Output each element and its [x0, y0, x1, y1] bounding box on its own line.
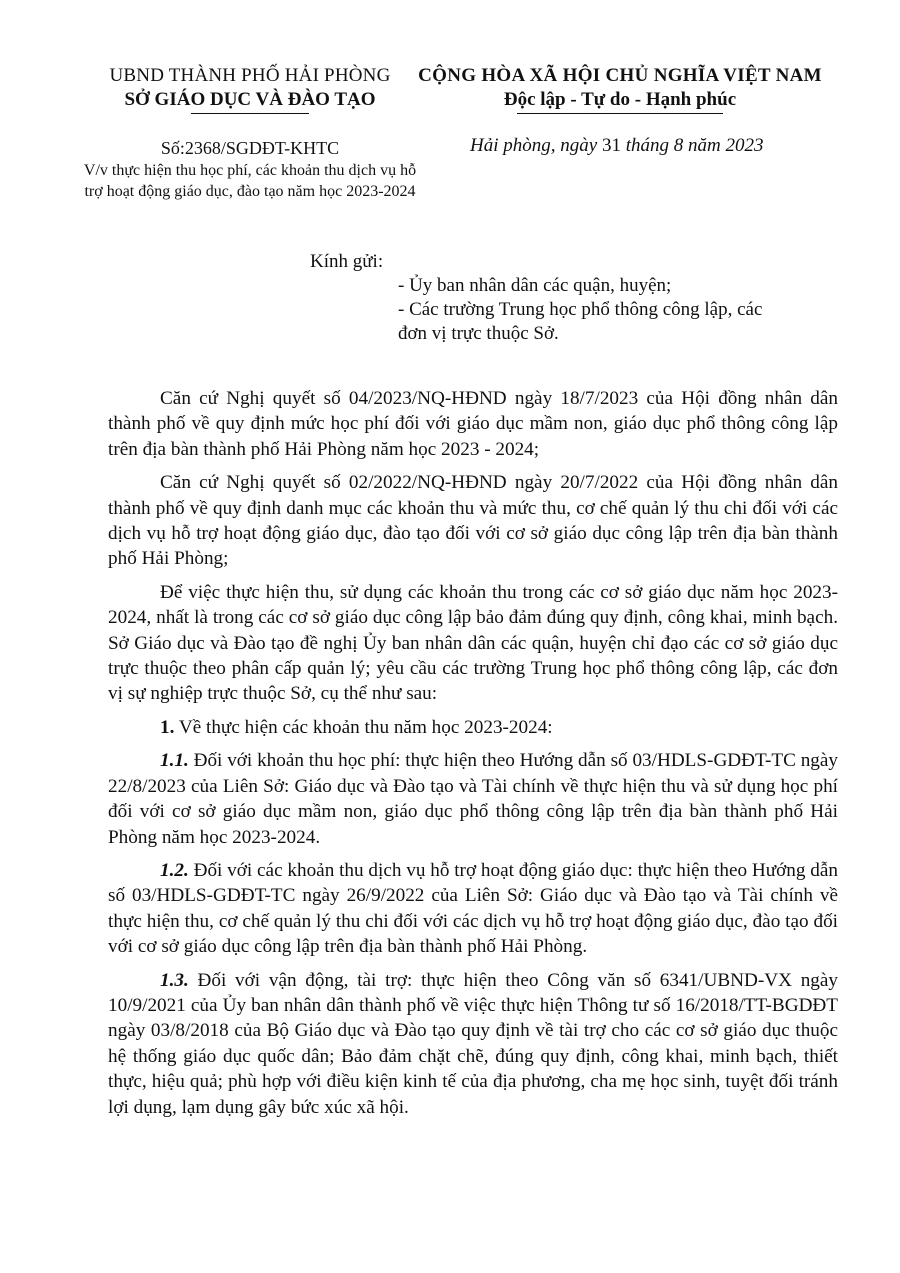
date-suffix: năm 2023	[683, 135, 764, 156]
paragraph-basis-2: Căn cứ Nghị quyết số 02/2022/NQ-HĐND ngày 20/7/2022 của Hội đồng nhân dân thành phố về quy định danh mục các khoản thu và mức thu, cơ chế quản lý thu chi đối với các dịch vụ hỗ trợ hoạt động giáo dục, đào tạo đối với cơ sở giáo dục công lập trên địa bàn thành phố Hải Phòng;	[108, 472, 838, 570]
section-1-2-number: 1.2.	[160, 859, 189, 881]
recipients-list	[398, 274, 778, 346]
document-body	[108, 386, 838, 1128]
agency-name: UBND THÀNH PHỐ HẢI PHÒNG	[109, 65, 391, 86]
recipient-item: - Ủy ban nhân dân các quận, huyện;	[398, 275, 672, 296]
section-1-3-text: Đối với vận động, tài trợ: thực hiện theo Công văn số 6341/UBND-VX ngày 10/9/2021 của Ủy ban nhân dân thành phố về việc thực hiện Thông tư số 16/2018/TT-BGDĐT ngày 03/8/2018 của Bộ Giáo dục và Đào tạo quy định về tài trợ cho các cơ sở giáo dục thuộc hệ thống giáo dục quốc dân; Bảo đảm chặt chẽ, đúng quy định, công khai, minh bạch, thiết thực, hiệu quả; phù hợp với điều kiện kinh tế của địa phương, cha mẹ học sinh, tuyệt đối tránh lợi dụng, lạm dụng gây bức xúc xã hội.	[108, 969, 838, 1118]
date-day: 31	[601, 135, 621, 156]
section-1-1-text: Đối với khoản thu học phí: thực hiện theo Hướng dẫn số 03/HDLS-GDĐT-TC ngày 22/8/2023 của Liên Sở: Giáo dục và Đào tạo và Tài chính về thực hiện thu và sử dụng học phí đối với cơ sở giáo dục mầm non, giáo dục phổ thông công lập trên địa bàn thành phố Hải Phòng năm học 2023-2024.	[108, 750, 838, 848]
department-underline	[191, 113, 309, 114]
recipient-item: - Các trường Trung học phổ thông công lập, các đơn vị trực thuộc Sở.	[398, 299, 763, 344]
motto-underline	[517, 113, 723, 114]
section-1	[108, 715, 838, 740]
issuer-header	[80, 64, 420, 114]
place-date	[470, 134, 870, 158]
paragraph-purpose: Để việc thực hiện thu, sử dụng các khoản thu trong các cơ sở giáo dục năm học 2023-2024, nhất là trong các cơ sở giáo dục công lập bảo đảm đúng quy định, công khai, minh bạch. Sở Giáo dục và Đào tạo đề nghị Ủy ban nhân dân các quận, huyện chỉ đạo các cơ sở giáo dục trực thuộc theo phân cấp quản lý; yêu cầu các trường Trung học phổ thông công lập, các đơn vị sự nghiệp trực thuộc Sở, cụ thể như sau:	[108, 581, 838, 705]
section-1-3	[108, 968, 838, 1120]
recipients-label: Kính gửi:	[310, 251, 384, 272]
paragraph-basis-1: Căn cứ Nghị quyết số 04/2023/NQ-HĐND ngày 18/7/2023 của Hội đồng nhân dân thành phố về quy định mức học phí đối với giáo dục mầm non, giáo dục phổ thông công lập trên địa bàn thành phố Hải Phòng năm học 2023 - 2024;	[108, 388, 838, 460]
date-prefix: Hải phòng, ngày	[470, 135, 602, 156]
national-header	[400, 64, 840, 114]
section-1-2	[108, 858, 838, 960]
section-1-2-text: Đối với các khoản thu dịch vụ hỗ trợ hoạt động giáo dục: thực hiện theo Hướng dẫn số 03/HDLS-GDĐT-TC ngày 26/9/2022 của Liên Sở: Giáo dục và Đào tạo và Tài chính về thực hiện thu, cơ chế quản lý thu chi đối với các dịch vụ hỗ trợ hoạt động giáo dục, đào tạo đối với cơ sở giáo dục công lập trên địa bàn thành phố Hải Phòng.	[108, 859, 838, 958]
document-subject: V/v thực hiện thu học phí, các khoản thu dịch vụ hỗ trợ hoạt động giáo dục, đào tạo năm học 2023-2024	[83, 162, 417, 200]
section-1-3-number: 1.3.	[160, 969, 189, 991]
section-1-text: Về thực hiện các khoản thu năm học 2023-2024:	[174, 716, 553, 738]
section-1-1	[108, 748, 838, 850]
section-1-1-number: 1.1.	[160, 750, 189, 772]
national-motto: Độc lập - Tự do - Hạnh phúc	[503, 89, 737, 110]
section-1-number: 1.	[160, 716, 175, 738]
document-number: Số:2368/SGDĐT-KHTC	[160, 138, 340, 158]
date-mid: tháng	[620, 135, 674, 156]
date-month: 8	[673, 135, 684, 156]
national-title: CỘNG HÒA XÃ HỘI CHỦ NGHĨA VIỆT NAM	[418, 65, 822, 86]
department-name: SỞ GIÁO DỤC VÀ ĐÀO TẠO	[124, 89, 376, 110]
